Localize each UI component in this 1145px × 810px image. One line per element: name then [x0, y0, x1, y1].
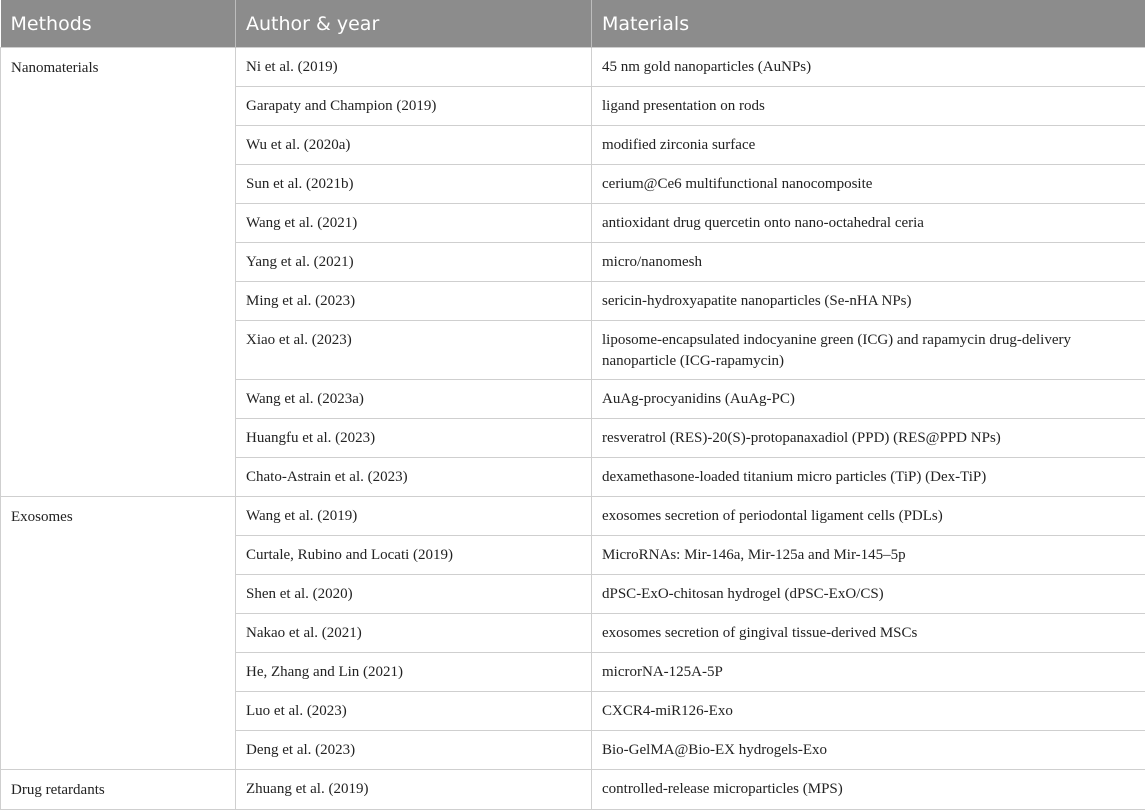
header-materials: Materials — [592, 0, 1145, 48]
author-cell: Xiao et al. (2023) — [236, 321, 592, 380]
material-cell: modified zirconia surface — [592, 126, 1145, 165]
material-cell: cerium@Ce6 multifunctional nanocomposite — [592, 165, 1145, 204]
material-cell: AuAg-procyanidins (AuAg-PC) — [592, 380, 1145, 419]
author-cell: Yang et al. (2021) — [236, 243, 592, 282]
header-methods: Methods — [1, 0, 236, 48]
material-cell: micro/nanomesh — [592, 243, 1145, 282]
header-row — [1, 0, 1145, 48]
material-cell: CXCR4-miR126-Exo — [592, 692, 1145, 731]
author-cell: Curtale, Rubino and Locati (2019) — [236, 536, 592, 575]
material-cell: ligand presentation on rods — [592, 87, 1145, 126]
author-cell: Chato-Astrain et al. (2023) — [236, 458, 592, 497]
author-cell: Huangfu et al. (2023) — [236, 419, 592, 458]
author-cell: Wang et al. (2023a) — [236, 380, 592, 419]
material-cell: MicroRNAs: Mir-146a, Mir-125a and Mir-145–5p — [592, 536, 1145, 575]
material-cell: dexamethasone-loaded titanium micro particles (TiP) (Dex-TiP) — [592, 458, 1145, 497]
author-cell: Wang et al. (2021) — [236, 204, 592, 243]
material-cell: Bio-GelMA@Bio-EX hydrogels-Exo — [592, 731, 1145, 770]
material-cell: controlled-release microparticles (MPS) — [592, 770, 1145, 810]
author-cell: Ni et al. (2019) — [236, 48, 592, 87]
table-row — [1, 48, 1145, 87]
author-cell: Deng et al. (2023) — [236, 731, 592, 770]
table-row — [1, 497, 1145, 536]
material-cell: liposome-encapsulated indocyanine green (ICG) and rapamycin drug-delivery nanoparticle (ICG-rapamycin) — [592, 321, 1145, 380]
method-cell: Nanomaterials — [1, 48, 236, 497]
table-header — [1, 0, 1145, 48]
author-cell: Wang et al. (2019) — [236, 497, 592, 536]
method-cell: Exosomes — [1, 497, 236, 770]
material-cell: sericin-hydroxyapatite nanoparticles (Se-nHA NPs) — [592, 282, 1145, 321]
author-cell: Sun et al. (2021b) — [236, 165, 592, 204]
author-cell: Wu et al. (2020a) — [236, 126, 592, 165]
author-cell: Zhuang et al. (2019) — [236, 770, 592, 810]
material-cell: exosomes secretion of gingival tissue-derived MSCs — [592, 614, 1145, 653]
header-author-year: Author & year — [236, 0, 592, 48]
material-cell: antioxidant drug quercetin onto nano-octahedral ceria — [592, 204, 1145, 243]
material-cell: exosomes secretion of periodontal ligament cells (PDLs) — [592, 497, 1145, 536]
table-body — [1, 48, 1145, 810]
author-cell: Luo et al. (2023) — [236, 692, 592, 731]
table-row — [1, 770, 1145, 810]
author-cell: Garapaty and Champion (2019) — [236, 87, 592, 126]
material-cell: 45 nm gold nanoparticles (AuNPs) — [592, 48, 1145, 87]
material-cell: microrNA-125A-5P — [592, 653, 1145, 692]
author-cell: Ming et al. (2023) — [236, 282, 592, 321]
author-cell: Shen et al. (2020) — [236, 575, 592, 614]
author-cell: Nakao et al. (2021) — [236, 614, 592, 653]
material-cell: resveratrol (RES)-20(S)-protopanaxadiol (PPD) (RES@PPD NPs) — [592, 419, 1145, 458]
method-cell: Drug retardants — [1, 770, 236, 810]
author-cell: He, Zhang and Lin (2021) — [236, 653, 592, 692]
material-cell: dPSC-ExO-chitosan hydrogel (dPSC-ExO/CS) — [592, 575, 1145, 614]
